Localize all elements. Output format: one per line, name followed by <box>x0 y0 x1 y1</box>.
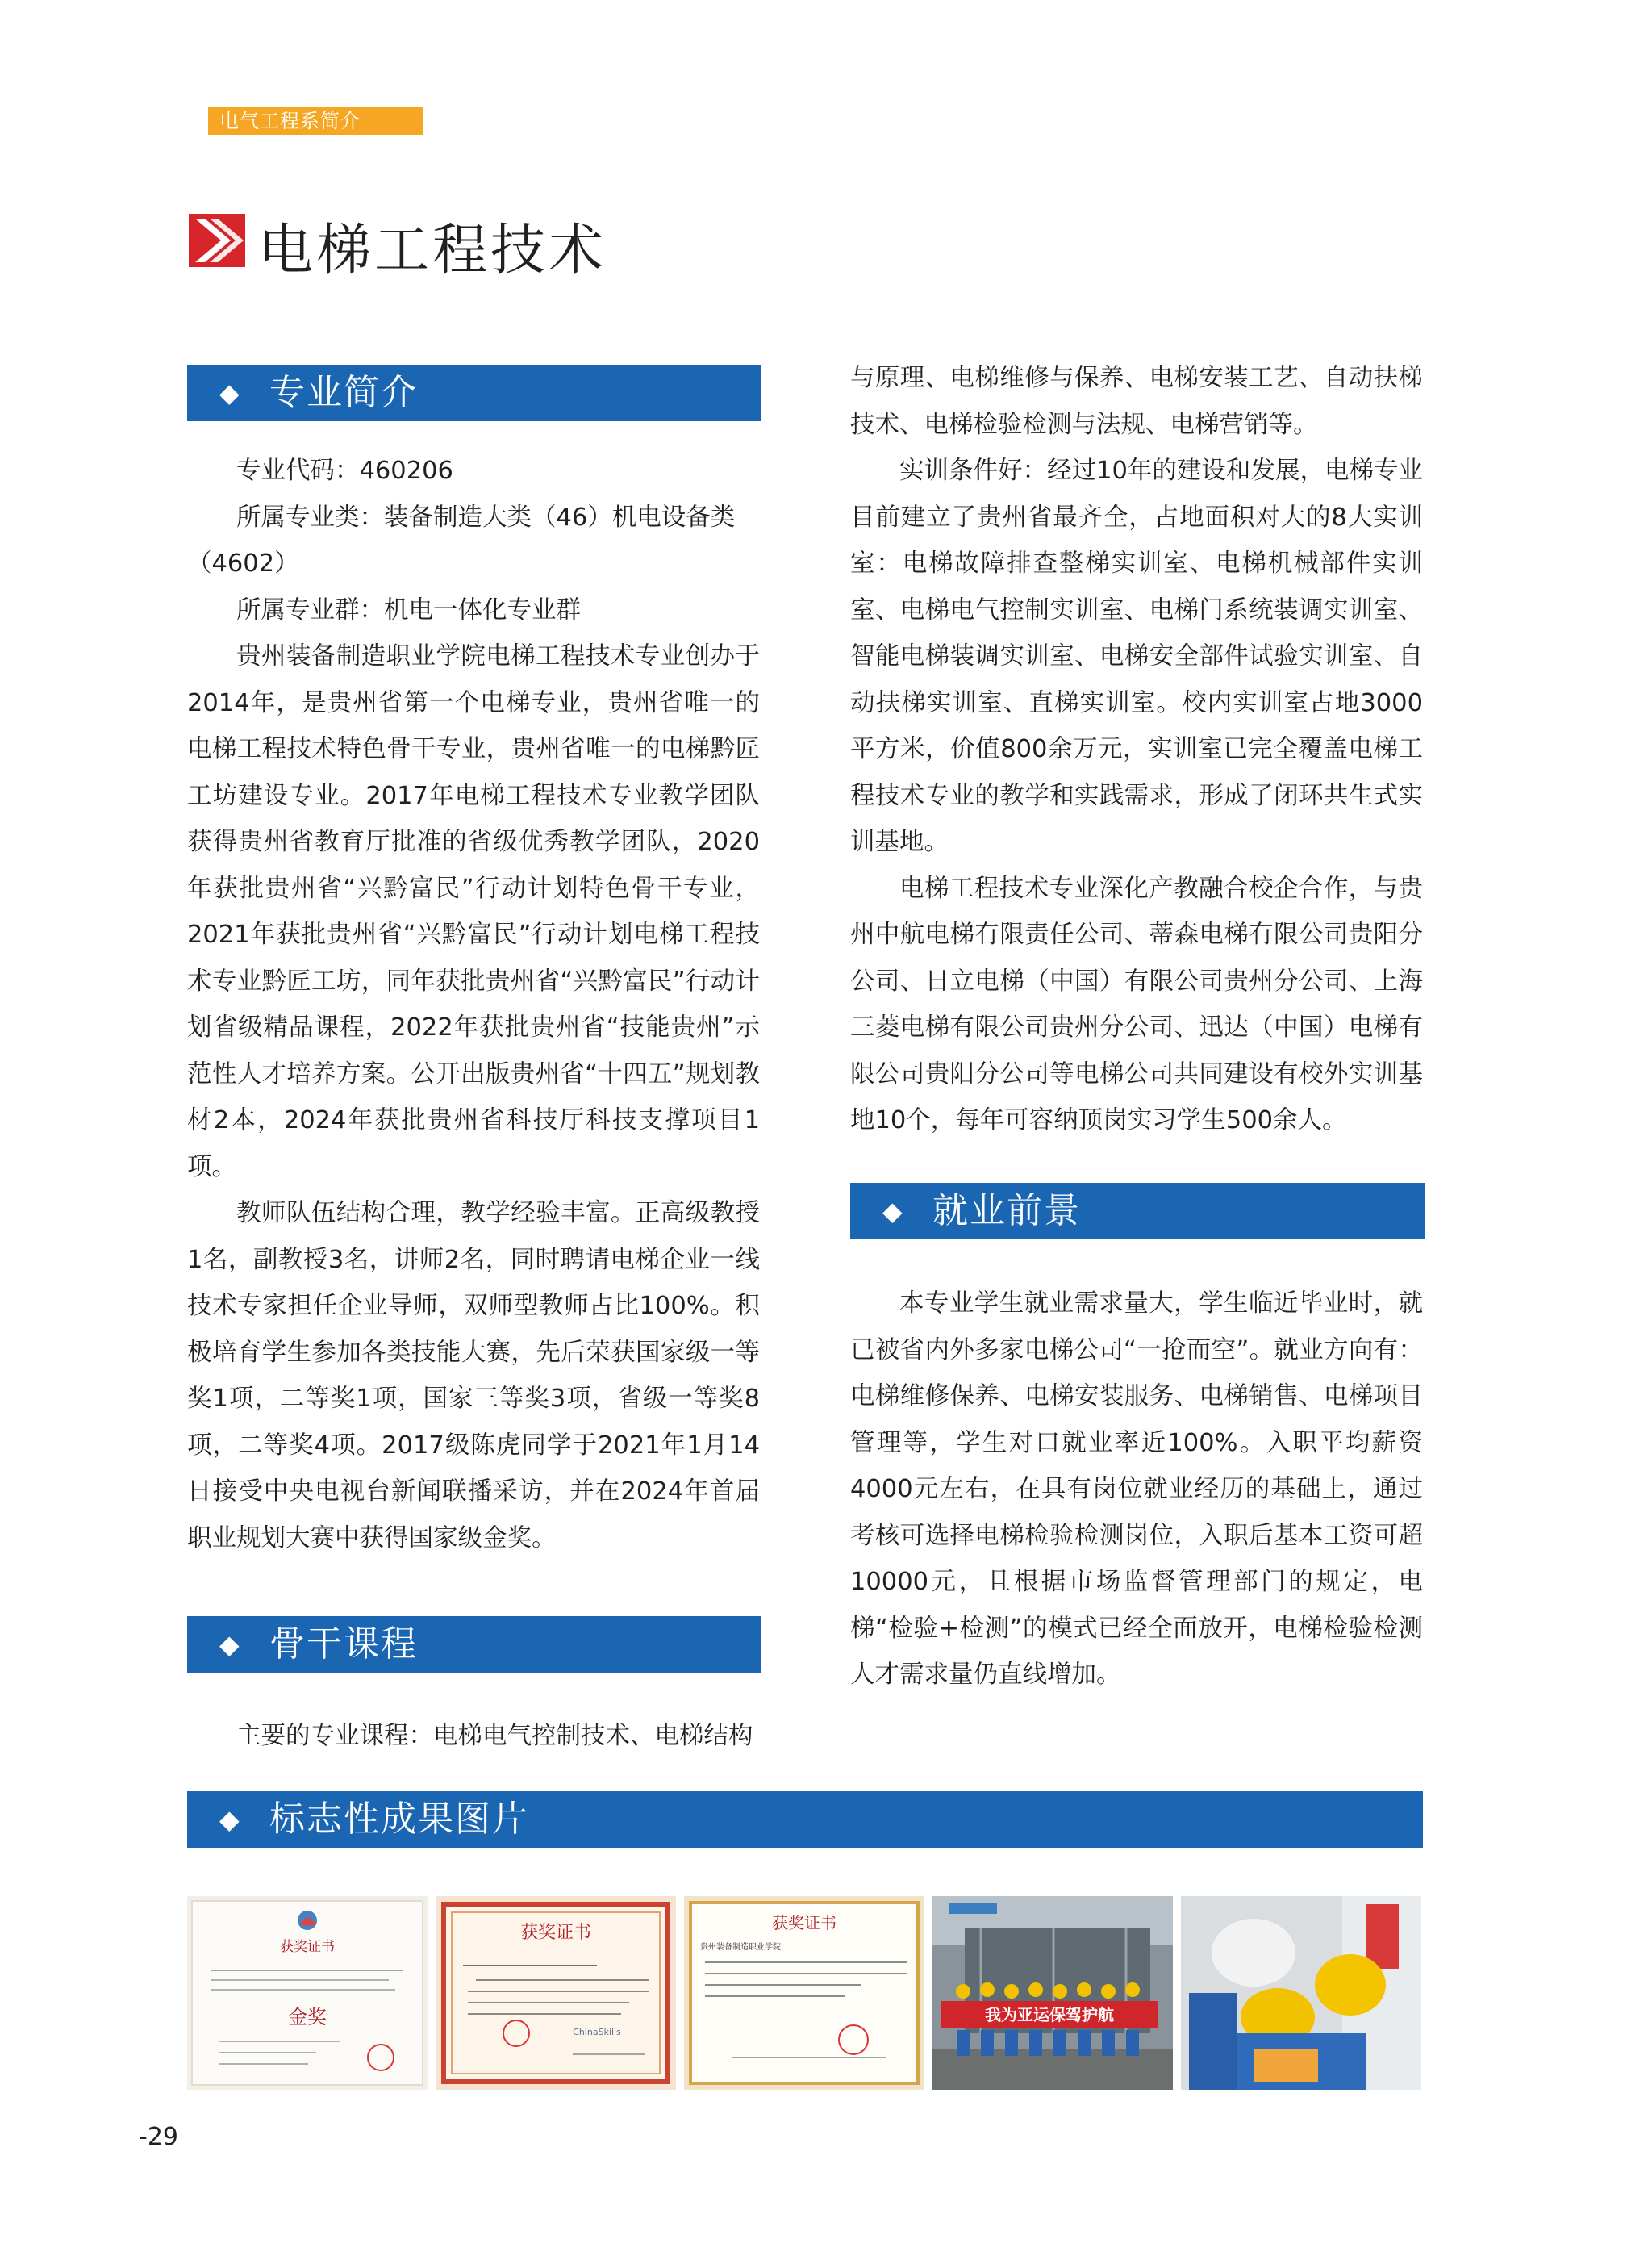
diamond-icon: ◆ <box>882 1196 904 1226</box>
section-header-achievements: ◆ 标志性成果图片 <box>187 1791 1423 1848</box>
certificate-photo-3 <box>684 1896 924 2090</box>
right-column-top <box>850 355 1423 1144</box>
diamond-icon: ◆ <box>219 378 241 408</box>
svg-text:ChinaSkills: ChinaSkills <box>573 2027 621 2037</box>
svg-text:金奖: 金奖 <box>288 2006 327 2028</box>
svg-text:获奖证书: 获奖证书 <box>772 1913 836 1932</box>
left-column-bottom <box>187 1713 760 1760</box>
cooperation-paragraph: 电梯工程技术专业深化产教融合校企合作，与贵州中航电梯有限责任公司、蒂森电梯有限公司贵阳分公司、日立电梯（中国）有限公司贵州分公司、上海三菱电梯有限公司贵州分公司、迅达（中国）电梯有限公司贵阳分公司等电梯公司共同建设有校外实训基地10个，每年可容纳顶岗实习学生500余人。 <box>850 874 1423 1134</box>
teachers-paragraph: 教师队伍结构合理，教学经验丰富。正高级教授1名，副教授3名，讲师2名，同时聘请电梯企业一线技术专家担任企业导师，双师型教师占比100%。积极培育学生参加各类技能大赛，先后荣获国家级一等奖1项，二等奖1项，国家三等奖3项，省级一等奖8项，二等奖4项。2017级陈虎同学于2021年1月14日接受中央电视台新闻联播采访，并在2024年首届职业规划大赛中获得国家级金奖。 <box>187 1199 760 1552</box>
svg-text:贵州装备制造职业学院: 贵州装备制造职业学院 <box>700 1943 781 1952</box>
right-column-bottom <box>850 1280 1423 1698</box>
left-column-top <box>187 448 760 1561</box>
page-number: -29 <box>139 2123 178 2151</box>
section-header-employment: ◆ 就业前景 <box>850 1183 1425 1239</box>
arrow-logo-icon <box>189 214 245 267</box>
diamond-icon: ◆ <box>219 1629 241 1660</box>
svg-text:获奖证书: 获奖证书 <box>280 1939 335 1955</box>
svg-text:获奖证书: 获奖证书 <box>519 1923 592 1943</box>
page-title: 电梯工程技术 <box>258 219 607 282</box>
team-photo <box>932 1896 1173 2090</box>
section-tag: 电气工程系简介 <box>208 107 423 135</box>
svg-text:我为亚运保驾护航: 我为亚运保驾护航 <box>985 2005 1114 2024</box>
diamond-icon: ◆ <box>219 1804 241 1835</box>
major-code: 专业代码：460206 <box>236 457 453 485</box>
courses-paragraph: 主要的专业课程：电梯电气控制技术、电梯结构 <box>236 1722 753 1750</box>
section-header-courses: ◆ 骨干课程 <box>187 1616 761 1673</box>
intro-paragraph: 贵州装备制造职业学院电梯工程技术专业创办于2014年，是贵州省第一个电梯专业，贵州省唯一的电梯工程技术特色骨干专业，贵州省唯一的电梯黔匠工坊建设专业。2017年电梯工程技术专业教学团队获得贵州省教育厅批准的省级优秀教学团队，2020年获批贵州省“兴黔富民”行动计划特色骨干专业，2021年获批贵州省“兴黔富民”行动计划电梯工程技术专业黔匠工坊，同年获批贵州省“兴黔富民”行动计划省级精品课程，2022年获批贵州省“技能贵州”示范性人才培养方案。公开出版贵州省“十四五”规划教材2本，2024年获批贵州省科技厅科技支撑项目1项。 <box>187 642 760 1181</box>
certificate-photo-2 <box>436 1896 676 2090</box>
training-paragraph: 实训条件好：经过10年的建设和发展，电梯专业目前建立了贵州省最齐全，占地面积对大的8大实训室：电梯故障排查整梯实训室、电梯机械部件实训室、电梯电气控制实训室、电梯门系统装调实训室、智能电梯装调实训室、电梯安全部件试验实训室、自动扶梯实训室、直梯实训室。校内实训室占地3000平方米，价值800余万元，实训室已完全覆盖电梯工程技术专业的教学和实践需求，形成了闭环共生式实训基地。 <box>850 457 1423 856</box>
major-group: 所属专业群：机电一体化专业群 <box>236 595 581 625</box>
courses-continued: 与原理、电梯维修与保养、电梯安装工艺、自动扶梯技术、电梯检验检测与法规、电梯营销等。 <box>850 364 1423 439</box>
certificate-photo-1 <box>187 1896 428 2090</box>
employment-paragraph: 本专业学生就业需求量大，学生临近毕业时，就已被省内外多家电梯公司“一抢而空”。就业方向有：电梯维修保养、电梯安装服务、电梯销售、电梯项目管理等，学生对口就业率近100%。入职平均薪资4000元左右，在具有岗位就业经历的基础上，通过考核可选择电梯检验检测岗位，入职后基本工资可超10000元，且根据市场监督管理部门的规定，电梯“检验+检测”的模式已经全面放开，电梯检验检测人才需求量仍直线增加。 <box>850 1289 1423 1689</box>
section-header-intro: ◆ 专业简介 <box>187 365 761 421</box>
achievement-photos <box>187 1896 1421 2090</box>
workers-photo <box>1181 1896 1421 2090</box>
major-class-code: （4602） <box>187 549 299 578</box>
major-class: 所属专业类：装备制造大类（46）机电设备类 <box>236 503 736 532</box>
